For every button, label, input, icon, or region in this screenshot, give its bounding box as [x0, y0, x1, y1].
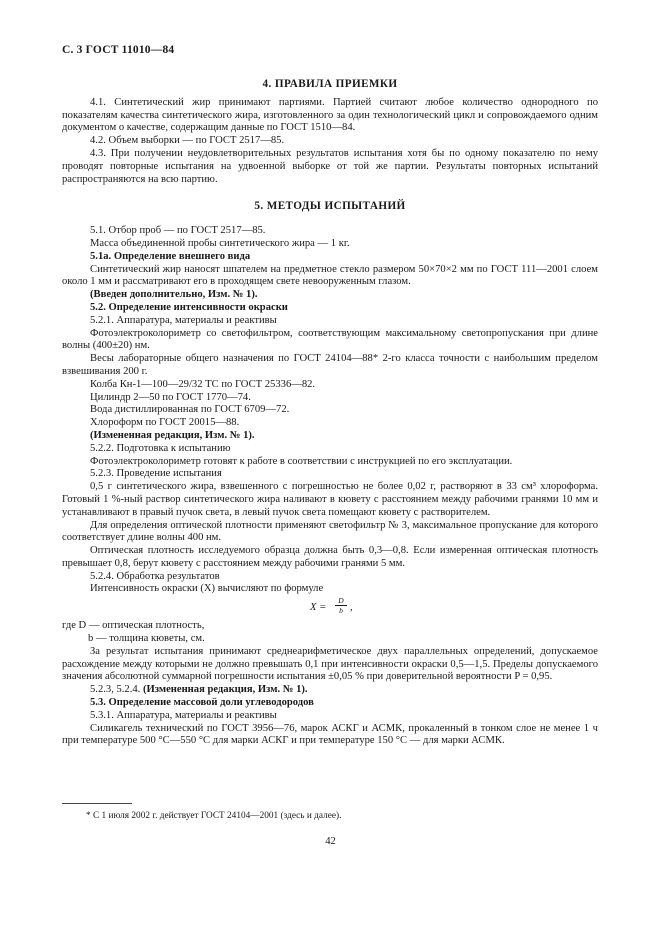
color-intensity-formula — [62, 596, 598, 620]
paragraph-calculation: Интенсивность окраски (X) вычисляют по формуле — [90, 583, 324, 595]
formula-fraction — [335, 596, 347, 615]
paragraph-5-2-1: 5.2.1. Аппаратура, материалы и реактивы — [90, 314, 277, 326]
formula-denominator: b — [339, 606, 343, 616]
paragraph-water: Вода дистиллированная по ГОСТ 6709—72. — [90, 404, 290, 416]
paragraph-silica-gel: Силикагель технический по ГОСТ 3956—76, марок АСКГ и АСМК, прокаленный в тонком слое не менее 1 ч при температуре 500 °С—550 °С для марки АСКГ и при температуре 150 °С — для марки АСМК. — [62, 722, 598, 747]
paragraph-where-b: b — толщина кюветы, см. — [88, 633, 205, 645]
paragraph-test-procedure: 0,5 г синтетического жира, взвешенного с погрешностью не более 0,02 г, растворяют в 33 см³ хлороформа. Готовый 1 %-ный раствор синтетического жира наливают в кювету с расстоянием между рабочими гранями 10 мм и устанавливают в правый пучок света, в левый пучок света помещают кювету с растворителем. — [62, 481, 598, 518]
paragraph-preparation: Фотоэлектроколориметр готовят к работе в соответствии с инструкцией по его эксплуатации. — [90, 455, 513, 467]
paragraph-4-1: 4.1. Синтетический жир принимают партиями. Партией считают любое количество однородного по показателям качества синтетического жира, изготовленного за один технологический цикл и сопровождаемого одним документом о качестве, содержащим данные по ГОСТ 1510—84. — [62, 96, 598, 134]
formula-lhs: X = — [310, 602, 327, 614]
paragraph-optical-density: Оптическая плотность исследуемого образца должна быть 0,3—0,8. Если измеренная оптическая плотность превышает 0,8, берут кювету с расстоянием между рабочими гранями 5 мм. — [62, 545, 598, 569]
paragraph-optical-filter: Для определения оптической плотности применяют светофильтр № 3, максимальное пропускание для которого соответствует длине волны 400 нм. — [62, 519, 598, 544]
paragraph-flask: Колба Кн-1—100—29/32 ТС по ГОСТ 25336—82. — [90, 378, 316, 390]
amendment-note-2: (Измененная редакция, Изм. № 1). — [90, 429, 255, 441]
paragraph-sample-mass: Масса объединенной пробы синтетического жира — 1 кг. — [90, 237, 350, 249]
paragraph-scales: Весы лабораторные общего назначения по ГОСТ 24104—88* 2-го класса точности с наибольшим пределом взвешивания 200 г. — [62, 353, 598, 377]
footnote-divider — [62, 803, 132, 804]
formula-numerator: D — [335, 596, 347, 606]
paragraph-5-2-2: 5.2.2. Подготовка к испытанию — [90, 442, 231, 454]
footnote: * С 1 июля 2002 г. действует ГОСТ 24104—2001 (здесь и далее). — [86, 811, 342, 821]
paragraph-appearance: Синтетический жир наносят шпателем на предметное стекло размером 50×70×2 мм по ГОСТ 111—2001 слоем около 1 мм и рассматривают его в проходящем свете невооруженным глазом. — [62, 263, 598, 288]
page-number: 42 — [325, 836, 336, 847]
paragraph-5-3-1: 5.3.1. Аппаратура, материалы и реактивы — [90, 709, 277, 721]
paragraph-where-d: где D — оптическая плотность, — [62, 620, 205, 632]
section-4-title: 4. ПРАВИЛА ПРИЕМКИ — [262, 78, 398, 90]
paragraph-4-2: 4.2. Объем выборки — по ГОСТ 2517—85. — [90, 135, 285, 147]
paragraph-result: За результат испытания принимают среднеарифметическое двух параллельных определений, допускаемое расхождение между которыми не должно превышать 0,1 при интенсивности окраски 0,5—1,5. Пределы допускаемого значения абсолютной суммарной погрешности испытания ±0,05 % при доверительной вероятности P = 0,95. — [62, 645, 598, 683]
paragraph-5-2-3: 5.2.3. Проведение испытания — [90, 468, 222, 480]
page-header: С. 3 ГОСТ 11010—84 — [62, 44, 175, 56]
page-content — [62, 78, 598, 748]
formula-tail: , — [350, 602, 353, 614]
section-5-title: 5. МЕТОДЫ ИСПЫТАНИЙ — [254, 200, 406, 213]
paragraph-cylinder: Цилиндр 2—50 по ГОСТ 1770—74. — [90, 391, 251, 403]
paragraph-4-3: 4.3. При получении неудовлетворительных результатов испытания хотя бы по одному показателю по нему проводят повторные испытания на удвоенной выборке от той же партии. Результаты повторных испытаний распространяются на всю партию. — [62, 147, 598, 185]
heading-5-1a: 5.1а. Определение внешнего вида — [90, 250, 251, 262]
paragraph-5-1: 5.1. Отбор проб — по ГОСТ 2517—85. — [90, 225, 266, 237]
amendment-note-1: (Введен дополнительно, Изм. № 1). — [90, 289, 258, 301]
amendment-note-3-text: (Измененная редакция, Изм. № 1). — [142, 684, 308, 696]
paragraph-chloroform: Хлороформ по ГОСТ 20015—88. — [90, 417, 240, 429]
amendment-note-3-prefix: 5.2.3, 5.2.4. — [90, 684, 141, 696]
amendment-note-3 — [62, 684, 598, 697]
heading-5-2: 5.2. Определение интенсивности окраски — [90, 301, 288, 313]
heading-5-3: 5.3. Определение массовой доли углеводородов — [90, 697, 314, 709]
paragraph-photocolorimeter: Фотоэлектроколориметр со светофильтром, соответствующим максимальному светопропускания при длине волны (400±20) нм. — [62, 327, 598, 352]
paragraph-5-2-4: 5.2.4. Обработка результатов — [90, 570, 220, 582]
